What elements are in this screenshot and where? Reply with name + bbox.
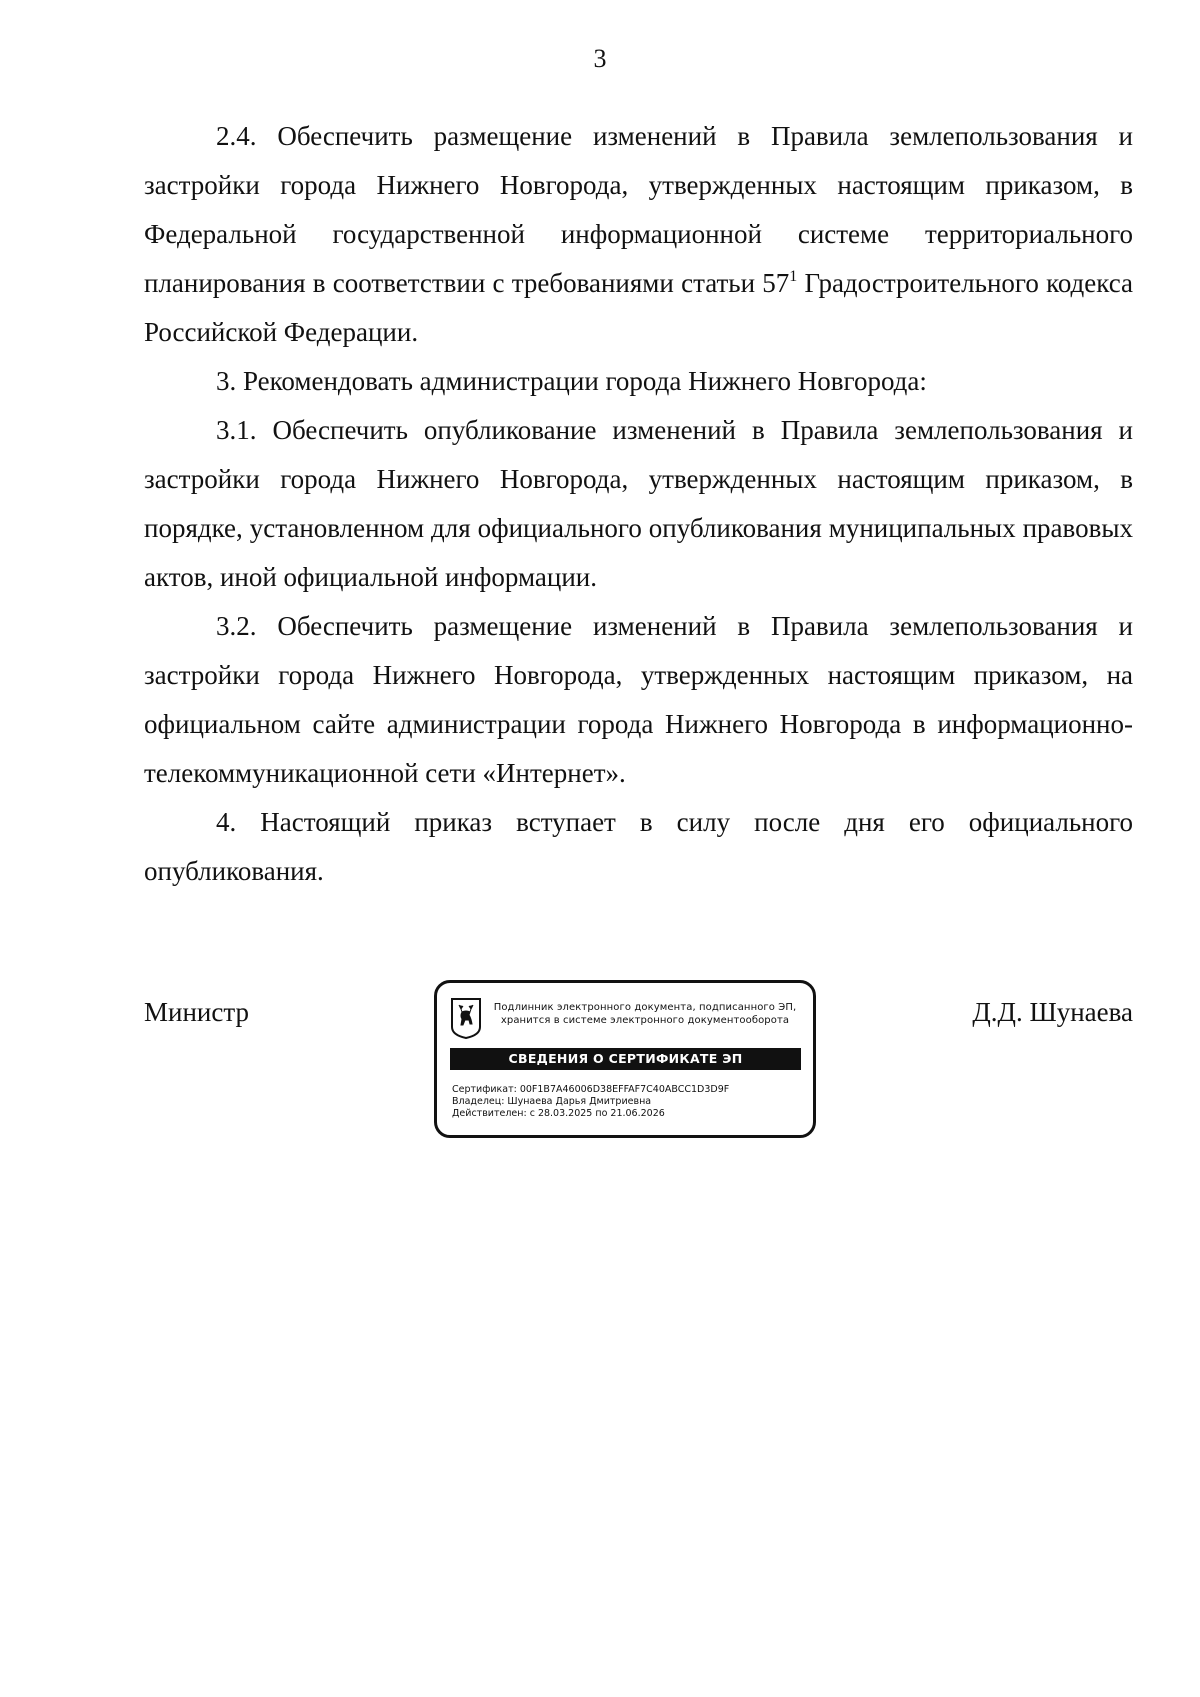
electronic-signature-stamp bbox=[434, 980, 816, 1138]
paragraph-3-1: 3.1. Обеспечить опубликование изменений в Правила землепользования и застройки города Нижнего Новгорода, утвержденных настоящим приказом, в порядке, установленном для официального опубликования муниципальных правовых актов, иной официальной информации. bbox=[144, 415, 1133, 592]
stamp-title-bar: СВЕДЕНИЯ О СЕРТИФИКАТЕ ЭП bbox=[450, 1048, 801, 1070]
stamp-certificate-number: Сертификат: 00F1B7A46006D38EFFAF7C40ABCC1D3D9F bbox=[452, 1084, 730, 1095]
stamp-owner: Владелец: Шунаева Дарья Дмитриевна bbox=[452, 1096, 652, 1107]
signer-name: Д.Д. Шунаева bbox=[972, 997, 1133, 1027]
paragraph-2-4 bbox=[144, 112, 1133, 357]
signer-position: Министр bbox=[144, 997, 249, 1027]
stamp-certificate-details bbox=[452, 1084, 802, 1120]
paragraph-4: 4. Настоящий приказ вступает в силу после дня его официального опубликования. bbox=[144, 807, 1133, 886]
paragraph-2-4-text-start: 2.4. Обеспечить размещение изменений в Правила землепользования и застройки города Нижнего Новгорода, утвержденных настоящим приказом, в Федеральной государственной информационной системе территориального планирования в соответствии с требованиями статьи 57 bbox=[144, 121, 1133, 298]
stamp-header-line-1: Подлинник электронного документа, подписанного ЭП, bbox=[493, 1002, 797, 1013]
paragraph-3-2: 3.2. Обеспечить размещение изменений в Правила землепользования и застройки города Нижнего Новгорода, утвержденных настоящим приказом, на официальном сайте администрации города Нижнего Новгорода в информационно-телекоммуникационной сети «Интернет». bbox=[144, 611, 1133, 788]
paragraph-3: 3. Рекомендовать администрации города Нижнего Новгорода: bbox=[216, 366, 927, 396]
deer-emblem-icon bbox=[450, 997, 482, 1039]
stamp-validity: Действителен: с 28.03.2025 по 21.06.2026 bbox=[452, 1108, 665, 1119]
page-number: 3 bbox=[593, 44, 607, 73]
article-superscript: 1 bbox=[789, 268, 798, 285]
paragraph-2-4-text-end: Градостроительного кодекса Российской Федерации. bbox=[144, 268, 1133, 347]
stamp-header bbox=[487, 1001, 803, 1027]
document-body bbox=[144, 112, 1133, 896]
stamp-header-line-2: хранится в системе электронного документооборота bbox=[500, 1015, 790, 1026]
signature-block bbox=[144, 980, 1133, 1148]
